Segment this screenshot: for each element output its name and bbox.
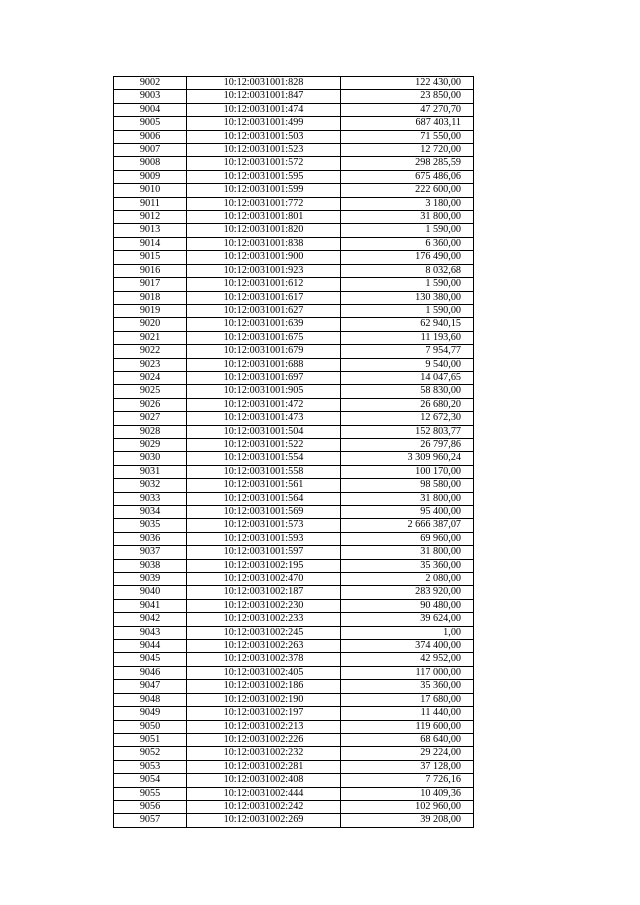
amount-cell: 10 409,36: [341, 787, 474, 800]
row-number-cell: 9003: [114, 90, 187, 103]
table-row: [114, 157, 474, 170]
row-number-cell: 9027: [114, 412, 187, 425]
amount-cell: 130 380,00: [341, 291, 474, 304]
table-row: [114, 733, 474, 746]
table-row: [114, 345, 474, 358]
amount-cell: 39 624,00: [341, 613, 474, 626]
cadastral-number-cell: 10:12:0031002:186: [187, 680, 341, 693]
row-number-cell: 9017: [114, 278, 187, 291]
table-row: [114, 559, 474, 572]
cadastral-number-cell: 10:12:0031002:470: [187, 573, 341, 586]
table-row: [114, 385, 474, 398]
cadastral-number-cell: 10:12:0031002:197: [187, 707, 341, 720]
table-row: [114, 506, 474, 519]
cadastral-number-cell: 10:12:0031001:599: [187, 184, 341, 197]
cadastral-number-cell: 10:12:0031002:233: [187, 613, 341, 626]
cadastral-number-cell: 10:12:0031001:522: [187, 438, 341, 451]
row-number-cell: 9035: [114, 519, 187, 532]
table-row: [114, 371, 474, 384]
amount-cell: 298 285,59: [341, 157, 474, 170]
table-row: [114, 251, 474, 264]
amount-cell: 122 430,00: [341, 77, 474, 90]
table-row: [114, 452, 474, 465]
cadastral-number-cell: 10:12:0031001:561: [187, 479, 341, 492]
cadastral-number-cell: 10:12:0031001:847: [187, 90, 341, 103]
row-number-cell: 9050: [114, 720, 187, 733]
row-number-cell: 9014: [114, 237, 187, 250]
amount-cell: 374 400,00: [341, 640, 474, 653]
amount-cell: 7 726,16: [341, 774, 474, 787]
row-number-cell: 9055: [114, 787, 187, 800]
amount-cell: 1 590,00: [341, 278, 474, 291]
amount-cell: 42 952,00: [341, 653, 474, 666]
row-number-cell: 9030: [114, 452, 187, 465]
amount-cell: 23 850,00: [341, 90, 474, 103]
cadastral-number-cell: 10:12:0031001:697: [187, 371, 341, 384]
row-number-cell: 9018: [114, 291, 187, 304]
cadastral-number-cell: 10:12:0031001:772: [187, 197, 341, 210]
row-number-cell: 9031: [114, 465, 187, 478]
cadastral-number-cell: 10:12:0031002:444: [187, 787, 341, 800]
row-number-cell: 9028: [114, 425, 187, 438]
cadastral-number-cell: 10:12:0031001:639: [187, 318, 341, 331]
table-row: [114, 680, 474, 693]
amount-cell: 3 309 960,24: [341, 452, 474, 465]
amount-cell: 37 128,00: [341, 760, 474, 773]
cadastral-number-cell: 10:12:0031001:472: [187, 398, 341, 411]
cadastral-number-cell: 10:12:0031001:474: [187, 103, 341, 116]
amount-cell: 687 403,11: [341, 117, 474, 130]
row-number-cell: 9040: [114, 586, 187, 599]
table-row: [114, 304, 474, 317]
cadastral-number-cell: 10:12:0031001:828: [187, 77, 341, 90]
amount-cell: 1 590,00: [341, 224, 474, 237]
table-row: [114, 237, 474, 250]
amount-cell: 7 954,77: [341, 345, 474, 358]
table-row: [114, 465, 474, 478]
row-number-cell: 9056: [114, 800, 187, 813]
amount-cell: 31 800,00: [341, 492, 474, 505]
cadastral-number-cell: 10:12:0031002:269: [187, 814, 341, 827]
amount-cell: 675 486,06: [341, 170, 474, 183]
cadastral-number-cell: 10:12:0031001:523: [187, 144, 341, 157]
table-row: [114, 747, 474, 760]
row-number-cell: 9005: [114, 117, 187, 130]
table-row: [114, 117, 474, 130]
row-number-cell: 9009: [114, 170, 187, 183]
row-number-cell: 9022: [114, 345, 187, 358]
amount-cell: 8 032,68: [341, 264, 474, 277]
cadastral-number-cell: 10:12:0031001:572: [187, 157, 341, 170]
table-row: [114, 814, 474, 827]
row-number-cell: 9043: [114, 626, 187, 639]
amount-cell: 39 208,00: [341, 814, 474, 827]
cadastral-value-table: [113, 76, 474, 828]
cadastral-number-cell: 10:12:0031001:923: [187, 264, 341, 277]
table-row: [114, 412, 474, 425]
amount-cell: 11 440,00: [341, 707, 474, 720]
row-number-cell: 9012: [114, 211, 187, 224]
amount-cell: 9 540,00: [341, 358, 474, 371]
cadastral-number-cell: 10:12:0031001:900: [187, 251, 341, 264]
row-number-cell: 9008: [114, 157, 187, 170]
table-row: [114, 653, 474, 666]
row-number-cell: 9019: [114, 304, 187, 317]
table-row: [114, 479, 474, 492]
table-row: [114, 278, 474, 291]
table-row: [114, 800, 474, 813]
amount-cell: 100 170,00: [341, 465, 474, 478]
row-number-cell: 9010: [114, 184, 187, 197]
cadastral-number-cell: 10:12:0031001:564: [187, 492, 341, 505]
cadastral-number-cell: 10:12:0031002:195: [187, 559, 341, 572]
cadastral-number-cell: 10:12:0031002:281: [187, 760, 341, 773]
amount-cell: 152 803,77: [341, 425, 474, 438]
table-row: [114, 318, 474, 331]
table-row: [114, 77, 474, 90]
table-row: [114, 492, 474, 505]
cadastral-number-cell: 10:12:0031001:820: [187, 224, 341, 237]
amount-cell: 71 550,00: [341, 130, 474, 143]
cadastral-number-cell: 10:12:0031002:408: [187, 774, 341, 787]
row-number-cell: 9057: [114, 814, 187, 827]
amount-cell: 12 720,00: [341, 144, 474, 157]
amount-cell: 3 180,00: [341, 197, 474, 210]
table-row: [114, 613, 474, 626]
cadastral-number-cell: 10:12:0031001:688: [187, 358, 341, 371]
cadastral-number-cell: 10:12:0031001:612: [187, 278, 341, 291]
row-number-cell: 9047: [114, 680, 187, 693]
amount-cell: 98 580,00: [341, 479, 474, 492]
row-number-cell: 9049: [114, 707, 187, 720]
table-row: [114, 211, 474, 224]
table-row: [114, 586, 474, 599]
amount-cell: 68 640,00: [341, 733, 474, 746]
row-number-cell: 9033: [114, 492, 187, 505]
table-row: [114, 760, 474, 773]
table-row: [114, 144, 474, 157]
row-number-cell: 9032: [114, 479, 187, 492]
table-row: [114, 626, 474, 639]
amount-cell: 6 360,00: [341, 237, 474, 250]
amount-cell: 2 080,00: [341, 573, 474, 586]
amount-cell: 69 960,00: [341, 532, 474, 545]
amount-cell: 31 800,00: [341, 546, 474, 559]
row-number-cell: 9016: [114, 264, 187, 277]
cadastral-number-cell: 10:12:0031001:595: [187, 170, 341, 183]
row-number-cell: 9036: [114, 532, 187, 545]
table-row: [114, 358, 474, 371]
row-number-cell: 9039: [114, 573, 187, 586]
table-row: [114, 774, 474, 787]
table-row: [114, 130, 474, 143]
amount-cell: 62 940,15: [341, 318, 474, 331]
row-number-cell: 9006: [114, 130, 187, 143]
table-row: [114, 90, 474, 103]
table-row: [114, 787, 474, 800]
amount-cell: 29 224,00: [341, 747, 474, 760]
cadastral-number-cell: 10:12:0031001:573: [187, 519, 341, 532]
amount-cell: 90 480,00: [341, 599, 474, 612]
table-row: [114, 224, 474, 237]
amount-cell: 26 797,86: [341, 438, 474, 451]
table-row: [114, 599, 474, 612]
row-number-cell: 9045: [114, 653, 187, 666]
amount-cell: 117 000,00: [341, 666, 474, 679]
cadastral-number-cell: 10:12:0031001:675: [187, 331, 341, 344]
cadastral-number-cell: 10:12:0031002:232: [187, 747, 341, 760]
cadastral-number-cell: 10:12:0031002:187: [187, 586, 341, 599]
cadastral-number-cell: 10:12:0031001:905: [187, 385, 341, 398]
row-number-cell: 9029: [114, 438, 187, 451]
amount-cell: 176 490,00: [341, 251, 474, 264]
cadastral-number-cell: 10:12:0031001:503: [187, 130, 341, 143]
row-number-cell: 9007: [114, 144, 187, 157]
cadastral-number-cell: 10:12:0031002:213: [187, 720, 341, 733]
table-row: [114, 720, 474, 733]
table-row: [114, 103, 474, 116]
row-number-cell: 9034: [114, 506, 187, 519]
table-row: [114, 707, 474, 720]
cadastral-number-cell: 10:12:0031001:473: [187, 412, 341, 425]
cadastral-number-cell: 10:12:0031002:245: [187, 626, 341, 639]
amount-cell: 95 400,00: [341, 506, 474, 519]
table-row: [114, 425, 474, 438]
cadastral-number-cell: 10:12:0031001:504: [187, 425, 341, 438]
row-number-cell: 9038: [114, 559, 187, 572]
amount-cell: 35 360,00: [341, 680, 474, 693]
table-row: [114, 640, 474, 653]
row-number-cell: 9052: [114, 747, 187, 760]
table-row: [114, 438, 474, 451]
cadastral-number-cell: 10:12:0031002:378: [187, 653, 341, 666]
row-number-cell: 9044: [114, 640, 187, 653]
amount-cell: 14 047,65: [341, 371, 474, 384]
amount-cell: 102 960,00: [341, 800, 474, 813]
amount-cell: 2 666 387,07: [341, 519, 474, 532]
cadastral-number-cell: 10:12:0031002:226: [187, 733, 341, 746]
cadastral-number-cell: 10:12:0031002:230: [187, 599, 341, 612]
cadastral-number-cell: 10:12:0031001:627: [187, 304, 341, 317]
cadastral-number-cell: 10:12:0031001:558: [187, 465, 341, 478]
row-number-cell: 9046: [114, 666, 187, 679]
row-number-cell: 9004: [114, 103, 187, 116]
amount-cell: 17 680,00: [341, 693, 474, 706]
cadastral-number-cell: 10:12:0031002:405: [187, 666, 341, 679]
cadastral-number-cell: 10:12:0031001:838: [187, 237, 341, 250]
table-row: [114, 170, 474, 183]
table-row: [114, 264, 474, 277]
table-row: [114, 331, 474, 344]
cadastral-number-cell: 10:12:0031002:263: [187, 640, 341, 653]
cadastral-number-cell: 10:12:0031001:801: [187, 211, 341, 224]
row-number-cell: 9053: [114, 760, 187, 773]
amount-cell: 1 590,00: [341, 304, 474, 317]
amount-cell: 26 680,20: [341, 398, 474, 411]
table-row: [114, 398, 474, 411]
amount-cell: 1,00: [341, 626, 474, 639]
amount-cell: 31 800,00: [341, 211, 474, 224]
row-number-cell: 9041: [114, 599, 187, 612]
row-number-cell: 9051: [114, 733, 187, 746]
amount-cell: 283 920,00: [341, 586, 474, 599]
amount-cell: 35 360,00: [341, 559, 474, 572]
row-number-cell: 9021: [114, 331, 187, 344]
table-row: [114, 519, 474, 532]
amount-cell: 47 270,70: [341, 103, 474, 116]
row-number-cell: 9011: [114, 197, 187, 210]
cadastral-number-cell: 10:12:0031001:679: [187, 345, 341, 358]
table-row: [114, 573, 474, 586]
cadastral-number-cell: 10:12:0031001:593: [187, 532, 341, 545]
row-number-cell: 9002: [114, 77, 187, 90]
amount-cell: 222 600,00: [341, 184, 474, 197]
row-number-cell: 9054: [114, 774, 187, 787]
table-row: [114, 184, 474, 197]
table-row: [114, 693, 474, 706]
amount-cell: 11 193,60: [341, 331, 474, 344]
row-number-cell: 9037: [114, 546, 187, 559]
table-row: [114, 532, 474, 545]
row-number-cell: 9013: [114, 224, 187, 237]
cadastral-number-cell: 10:12:0031001:499: [187, 117, 341, 130]
document-page: [113, 76, 474, 828]
cadastral-number-cell: 10:12:0031001:597: [187, 546, 341, 559]
row-number-cell: 9020: [114, 318, 187, 331]
cadastral-number-cell: 10:12:0031001:554: [187, 452, 341, 465]
row-number-cell: 9015: [114, 251, 187, 264]
amount-cell: 58 830,00: [341, 385, 474, 398]
cadastral-number-cell: 10:12:0031001:569: [187, 506, 341, 519]
amount-cell: 12 672,30: [341, 412, 474, 425]
cadastral-number-cell: 10:12:0031002:190: [187, 693, 341, 706]
row-number-cell: 9025: [114, 385, 187, 398]
table-body: [114, 77, 474, 828]
row-number-cell: 9048: [114, 693, 187, 706]
table-row: [114, 666, 474, 679]
row-number-cell: 9023: [114, 358, 187, 371]
amount-cell: 119 600,00: [341, 720, 474, 733]
cadastral-number-cell: 10:12:0031001:617: [187, 291, 341, 304]
row-number-cell: 9026: [114, 398, 187, 411]
row-number-cell: 9024: [114, 371, 187, 384]
cadastral-number-cell: 10:12:0031002:242: [187, 800, 341, 813]
table-row: [114, 546, 474, 559]
table-row: [114, 197, 474, 210]
table-row: [114, 291, 474, 304]
row-number-cell: 9042: [114, 613, 187, 626]
